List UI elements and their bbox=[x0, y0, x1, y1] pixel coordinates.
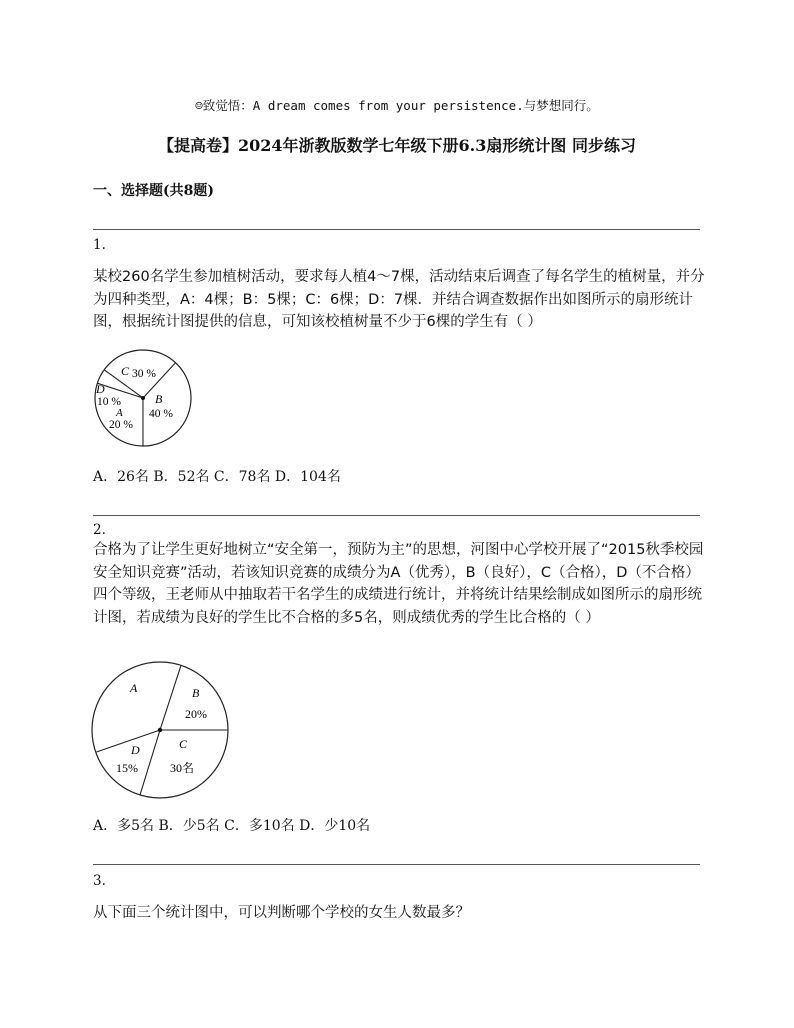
pie-1-label-c: C bbox=[121, 364, 130, 378]
pie-1-value-b: 40 % bbox=[149, 408, 173, 420]
question-stem: 合格为了让学生更好地树立“安全第一，预防为主”的思想，河图中心学校开展了“2015秋季校园安全知识竞赛”活动，若该知识竞赛的成绩分为A（优秀），B（良好），C（合格），D（不合格）四个等级，王老师从中抽取若干名学生的成绩进行统计，并将统计结果绘制成如图所示的扇形统计图，若成绩为良好的学生比不合格的多5名，则成绩优秀的学生比合格的（ ） bbox=[93, 542, 704, 626]
answer-options: A．多5名 B．少5名 C．多10名 D．少10名 bbox=[93, 818, 371, 834]
pie-2-label-b: B bbox=[192, 686, 200, 700]
pie-2-label-c: C bbox=[179, 737, 188, 751]
pie-chart-1 bbox=[88, 342, 200, 454]
pie-1-value-d: 10 % bbox=[97, 396, 121, 408]
pie-1-label-d: D bbox=[96, 382, 105, 396]
section-heading: 一、选择题(共8题) bbox=[93, 183, 214, 199]
pie-2-label-a: A bbox=[130, 681, 138, 695]
divider bbox=[93, 229, 700, 230]
answer-options: A．26名 B．52名 C．78名 D．104名 bbox=[93, 469, 341, 485]
divider bbox=[93, 864, 700, 865]
pie-1-value-c: 30 % bbox=[132, 368, 156, 380]
pie-2-value-d: 15% bbox=[116, 761, 138, 775]
pie-2-value-c: 30名 bbox=[170, 761, 195, 775]
question-number: 2. bbox=[93, 522, 106, 538]
pie-2-value-b: 20% bbox=[185, 707, 207, 721]
pie-chart-2 bbox=[88, 657, 238, 807]
pie-1-value-a: 20 % bbox=[109, 419, 133, 431]
divider bbox=[93, 515, 700, 516]
page-header-motto: ☺致觉悟：A dream comes from your persistence.与梦想同行。 bbox=[195, 98, 599, 113]
pie-1-label-a: A bbox=[116, 407, 123, 419]
page-title: 【提高卷】2024年浙教版数学七年级下册6.3扇形统计图 同步练习 bbox=[158, 136, 636, 155]
question-number: 1. bbox=[93, 237, 106, 253]
question-number: 3. bbox=[93, 873, 106, 889]
pie-2-label-d: D bbox=[131, 743, 140, 757]
question-stem: 某校260名学生参加植树活动，要求每人植4～7棵，活动结束后调查了每名学生的植树量，并分为四种类型，A：4棵；B：5棵；C：6棵；D：7棵．并结合调查数据作出如图所示的扇形统计图，根据统计图提供的信息，可知该校植树量不少于6棵的学生有（ ） bbox=[93, 269, 705, 330]
question-stem: 从下面三个统计图中，可以判断哪个学校的女生人数最多？ bbox=[93, 905, 470, 921]
pie-1-label-b: B bbox=[155, 392, 163, 406]
